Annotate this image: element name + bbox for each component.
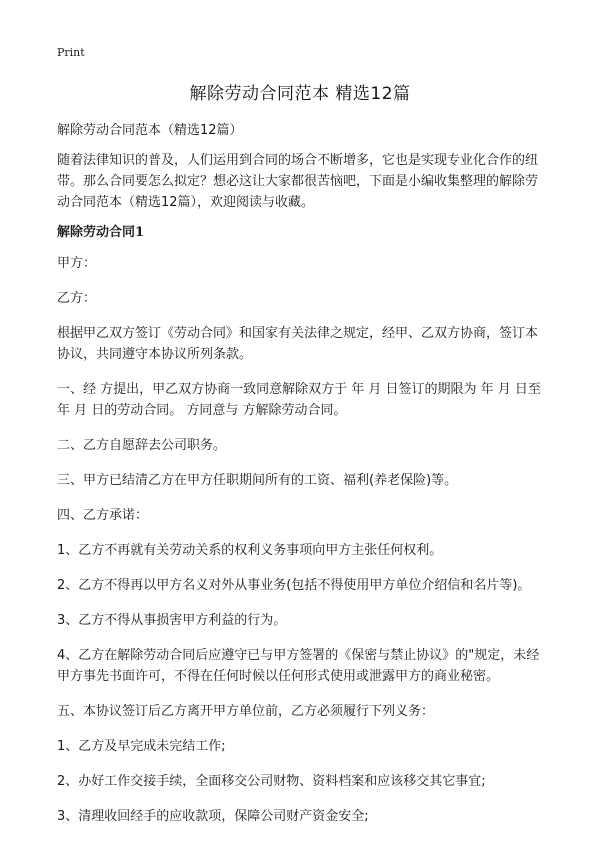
party-a-line: 甲方： (57, 256, 97, 271)
contract-paragraph: 1、乙方及早完成未完结工作; (57, 739, 226, 754)
contract-paragraph: 二、乙方自愿辞去公司职务。 (57, 438, 227, 453)
document-body (57, 120, 549, 841)
contract-paragraph: 2、乙方不得再以甲方名义对外从事业务(包括不得使用甲方单位介绍信和名片等)。 (57, 578, 531, 593)
contract-paragraph: 1、乙方不再就有关劳动关系的权利义务事项向甲方主张任何权利。 (57, 543, 443, 558)
contract-paragraph: 四、乙方承诺： (57, 508, 149, 523)
contract-paragraph: 根据甲乙双方签订《劳动合同》和国家有关法律之规定，经甲、乙双方协商，签订本协议，共同遵守本协议所列条款。 (57, 326, 539, 362)
intro-paragraph: 随着法律知识的普及，人们运用到合同的场合不断增多，它也是实现专业化合作的纽带。那么合同要怎么拟定？想必这让大家都很苦恼吧，下面是小编收集整理的解除劳动合同范本（精选12篇），欢迎阅读与收藏。 (57, 153, 539, 210)
document-subtitle: 解除劳动合同范本（精选12篇） (57, 123, 243, 138)
party-b-line: 乙方： (57, 291, 97, 306)
print-link[interactable]: Print (57, 46, 85, 59)
contract-paragraph: 3、清理收回经手的应收款项，保障公司财产资金安全; (57, 809, 369, 824)
contract-paragraph: 3、乙方不得从事损害甲方利益的行为。 (57, 613, 287, 628)
contract-paragraph: 4、乙方在解除劳动合同后应遵守已与甲方签署的《保密与禁止协议》的"规定，未经甲方事先书面许可，不得在任何时候以任何形式使用或泄露甲方的商业秘密。 (57, 648, 540, 684)
contract-paragraph: 五、本协议签订后乙方离开甲方单位前，乙方必须履行下列义务： (57, 704, 435, 719)
page-title: 解除劳动合同范本 精选12篇 (189, 84, 411, 104)
contract-paragraph: 一、经 方提出，甲乙双方协商一致同意解除双方于 年 月 日签订的期限为 年 月 日至 年 月 日的劳动合同。 方同意与 方解除劳动合同。 (57, 382, 541, 418)
contract-paragraph: 2、办好工作交接手续，全面移交公司财物、资料档案和应该移交其它事宜; (57, 774, 486, 789)
contract-paragraph: 三、甲方已结清乙方在甲方任职期间所有的工资、福利(养老保险)等。 (57, 473, 458, 488)
section-heading: 解除劳动合同1 (57, 225, 145, 240)
